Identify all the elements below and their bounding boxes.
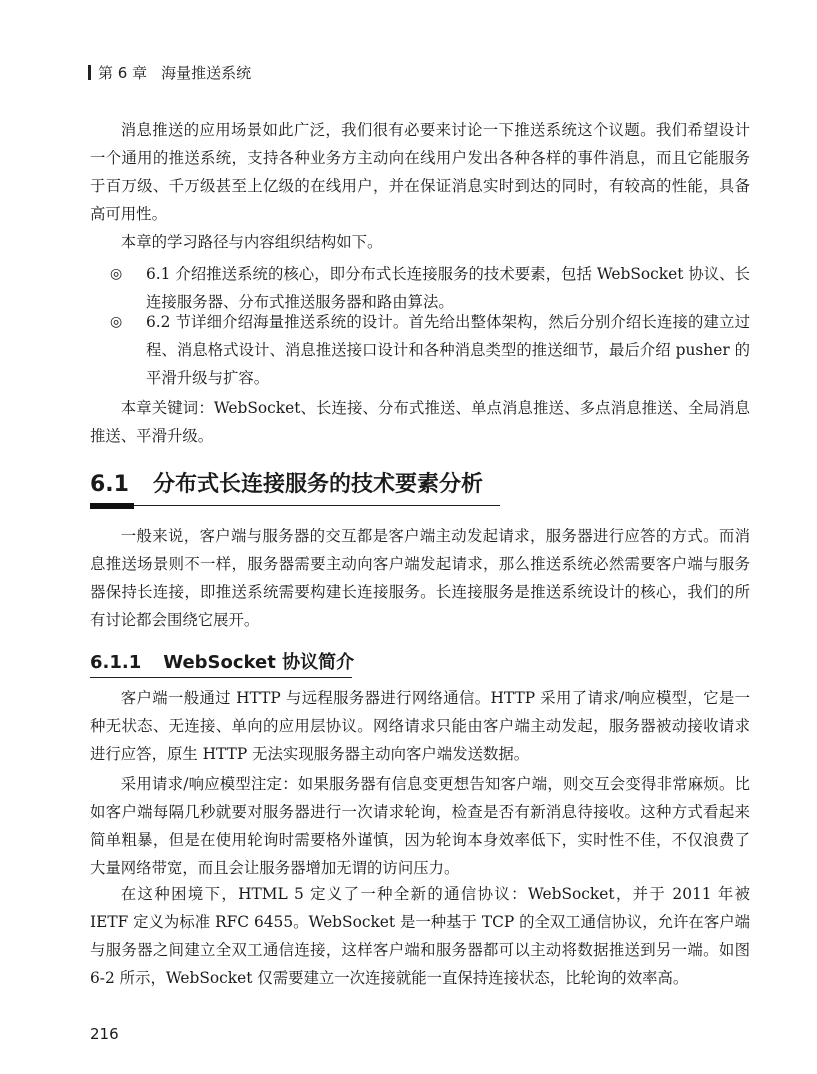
intro-paragraph-1: 消息推送的应用场景如此广泛，我们很有必要来讨论一下推送系统这个议题。我们希望设计一个通用的推送系统，支持各种业务方主动向在线用户发出各种各样的事件消息，而且它能服务于百万级、千万级甚至上亿级的在线用户，并在保证消息实时到达的同时，有较高的性能，具备高可用性。 bbox=[90, 121, 750, 223]
bullet-mark: ◎ bbox=[110, 266, 123, 282]
page-number: 216 bbox=[90, 1025, 119, 1043]
subsection-paragraph-1: 客户端一般通过 HTTP 与远程服务器进行网络通信。HTTP 采用了请求/响应模型，它是一种无状态、无连接、单向的应用层协议。网络请求只能由客户端主动发起，服务器被动接收请求进行应答，原生 HTTP 无法实现服务器主动向客户端发送数据。 bbox=[90, 689, 750, 763]
subsection-paragraph-2: 采用请求/响应模型注定：如果服务器有信息变更想告知客户端，则交互会变得非常麻烦。比如客户端每隔几秒就要对服务器进行一次请求轮询，检查是否有新消息待接收。这种方式看起来简单粗暴，但是在使用轮询时需要格外谨慎，因为轮询本身效率低下，实时性不佳，不仅浪费了大量网络带宽，而且会让服务器增加无谓的访问压力。 bbox=[90, 775, 750, 877]
intro-paragraph-2: 本章的学习路径与内容组织结构如下。 bbox=[120, 233, 383, 251]
keywords-paragraph: 本章关键词：WebSocket、长连接、分布式推送、单点消息推送、多点消息推送、全局消息推送、平滑升级。 bbox=[90, 399, 750, 445]
subsection-paragraph-3: 在这种困境下，HTML 5 定义了一种全新的通信协议：WebSocket，并于 2011 年被 IETF 定义为标准 RFC 6455。WebSocket 是一种基于 TCP 的全双工通信协议，允许在客户端与服务器之间建立全双工通信连接，这样客户端和服务器都可以主动将数据推送到另一端。如图 6-2 所示，WebSocket 仅需要建立一次连接就能一直保持连接状态，比轮询的效率高。 bbox=[90, 885, 750, 987]
running-header bbox=[88, 63, 251, 83]
subsection-number: 6.1.1 bbox=[90, 652, 142, 673]
section-paragraph: 一般来说，客户端与服务器的交互都是客户端主动发起请求，服务器进行应答的方式。而消息推送场景则不一样，服务器需要主动向客户端发起请求，那么推送系统必然需要客户端与服务器保持长连接，即推送系统需要构建长连接服务。长连接服务是推送系统设计的核心，我们的所有讨论都会围绕它展开。 bbox=[90, 527, 750, 629]
outline-item-6-2 bbox=[108, 308, 750, 392]
bullet-mark: ◎ bbox=[110, 314, 123, 330]
outline-item-text: 6.1 介绍推送系统的核心，即分布式长连接服务的技术要素，包括 WebSocket 协议、长连接服务器、分布式推送服务器和路由算法。 bbox=[146, 265, 750, 311]
subsection-title: WebSocket 协议简介 bbox=[163, 652, 355, 673]
subsection-heading-rule bbox=[90, 677, 352, 678]
section-heading-rule-accent bbox=[90, 503, 134, 509]
chapter-label: 第 6 章 bbox=[98, 64, 148, 82]
subsection-heading bbox=[90, 650, 354, 676]
section-heading-rule bbox=[90, 505, 500, 506]
outline-item-text: 6.2 节详细介绍海量推送系统的设计。首先给出整体架构，然后分别介绍长连接的建立过程、消息格式设计、消息推送接口设计和各种消息类型的推送细节，最后介绍 pusher 的平滑升级与扩容。 bbox=[146, 313, 750, 387]
section-title: 分布式长连接服务的技术要素分析 bbox=[152, 472, 483, 497]
section-heading bbox=[90, 468, 500, 502]
section-number: 6.1 bbox=[90, 472, 129, 497]
header-bar bbox=[88, 65, 91, 80]
chapter-title: 海量推送系统 bbox=[161, 64, 252, 82]
